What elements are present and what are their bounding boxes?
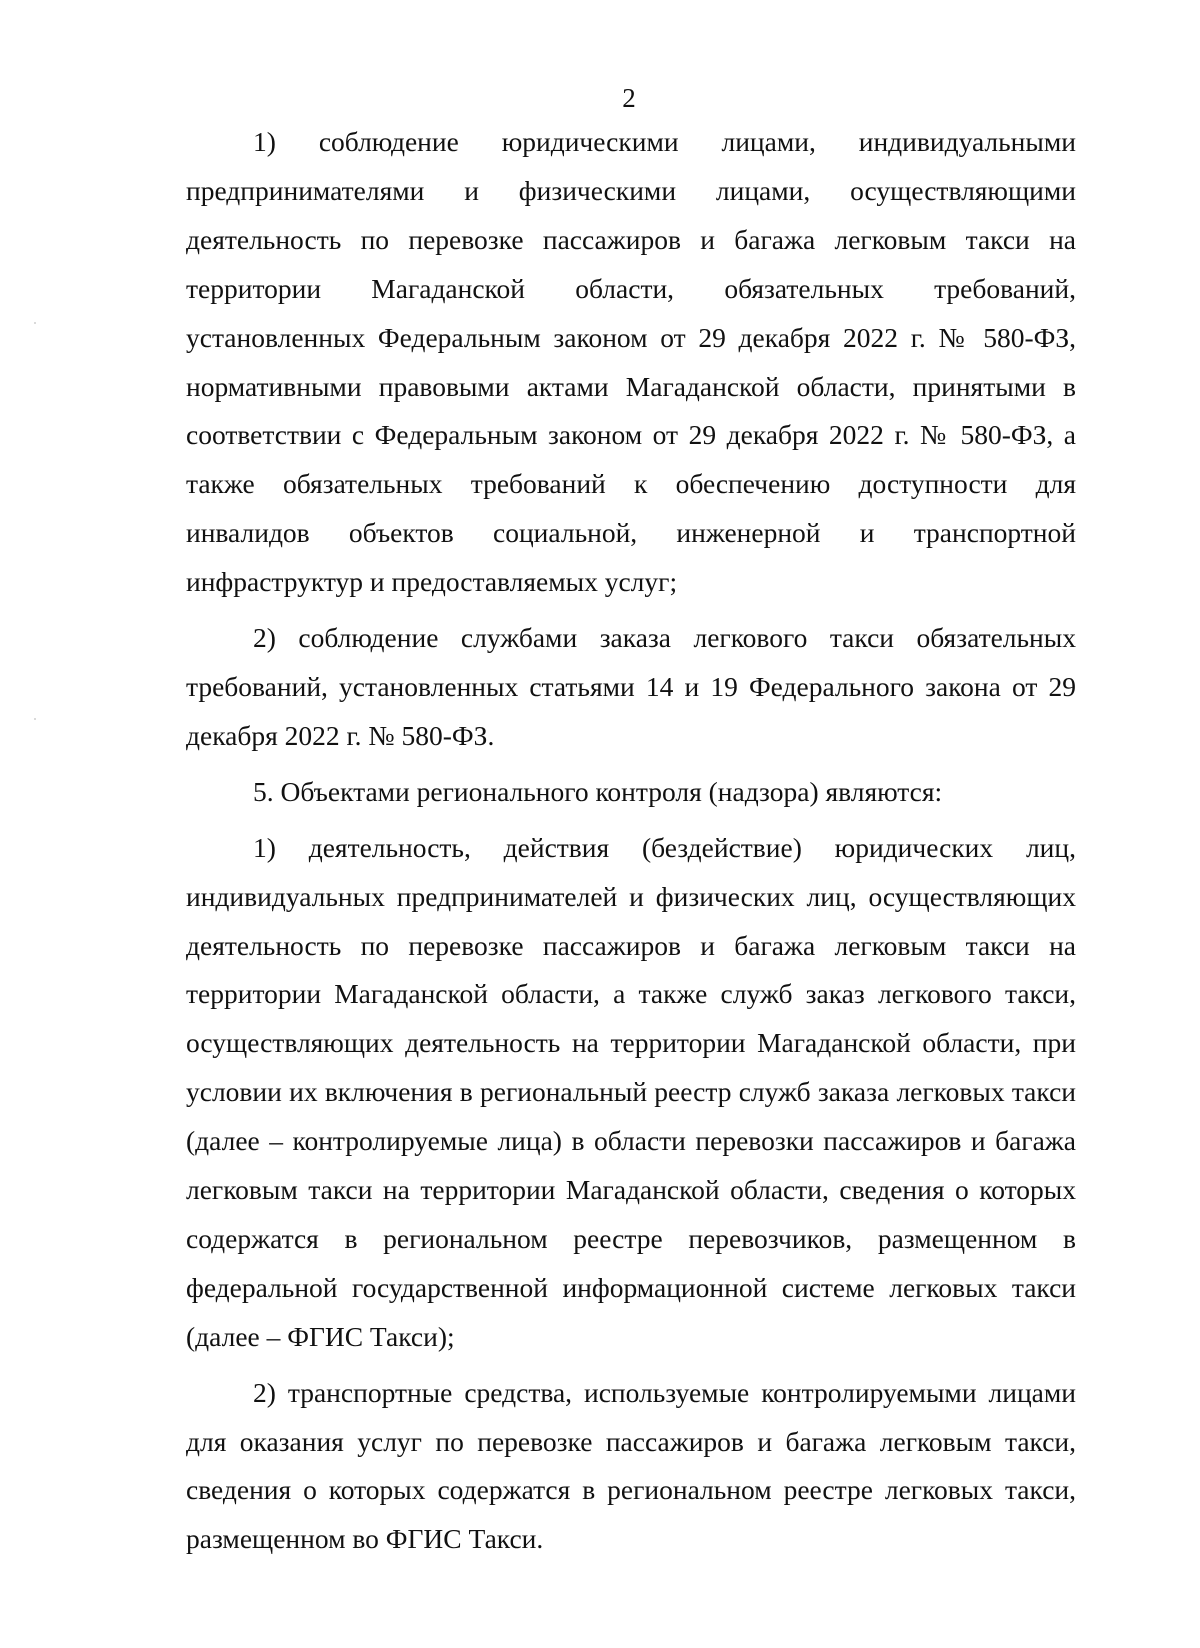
paragraph-section-5: 5. Объектами регионального контроля (надзора) являются:	[253, 775, 943, 807]
scan-speck	[34, 322, 36, 324]
paragraph-object-1: 1) деятельность, действия (бездействие) юридических лиц, индивидуальных предпринимателей и физических лиц, осуществляющих деятельность по перевозке пассажиров и багажа легковым такси на территории Магаданской области, а также служб заказ легкового такси, осуществляющих деятельность на территории Магаданской области, при условии их включения в региональный реестр служб заказа легковых такси (далее – контролируемые лица) в области перевозки пассажиров и багажа легковым такси на территории Магаданской области, сведения о которых содержатся в региональном реестре перевозчиков, размещенном в федеральной государственной информационной системе легковых такси (далее – ФГИС Такси);	[186, 831, 1076, 1352]
page-number: 2	[622, 83, 636, 113]
document-body	[186, 118, 1076, 1564]
scan-speck	[34, 718, 36, 720]
paragraph-item-1: 1) соблюдение юридическими лицами, индивидуальными предпринимателями и физическими лицами, осуществляющими деятельность по перевозке пассажиров и багажа легковым такси на территории Магаданской области, обязательных требований, установленных Федеральным законом от 29 декабря 2022 г. № 580-ФЗ, нормативными правовыми актами Магаданской области, принятыми в соответствии с Федеральным законом от 29 декабря 2022 г. № 580-ФЗ, а также обязательных требований к обеспечению доступности для инвалидов объектов социальной, инженерной и транспортной инфраструктур и предоставляемых услуг;	[186, 126, 1076, 598]
paragraph-object-2: 2) транспортные средства, используемые контролируемыми лицами для оказания услуг по перевозке пассажиров и багажа легковым такси, сведения о которых содержатся в региональном реестре легковых такси, размещенном во ФГИС Такси.	[186, 1376, 1076, 1555]
paragraph-item-2: 2) соблюдение службами заказа легкового такси обязательных требований, установленных статьями 14 и 19 Федерального закона от 29 декабря 2022 г. № 580-ФЗ.	[186, 622, 1076, 751]
